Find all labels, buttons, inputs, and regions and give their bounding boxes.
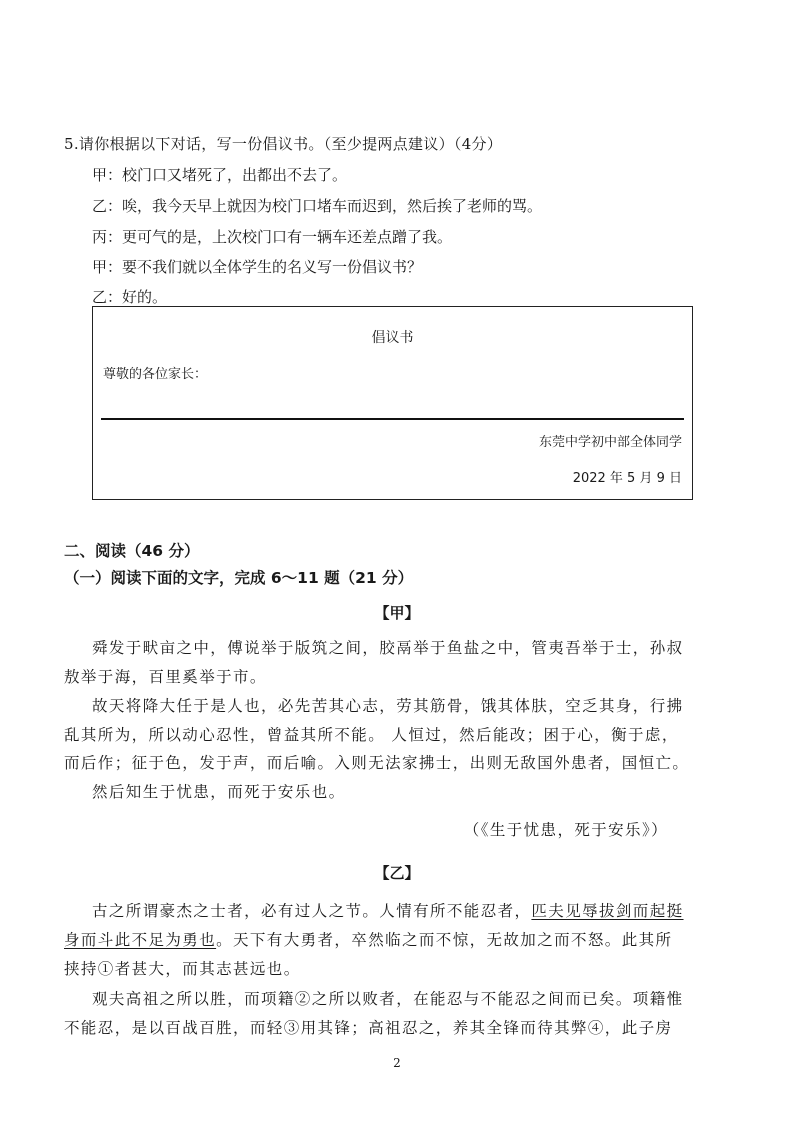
passage-line xyxy=(92,899,684,921)
dialogue-line: 甲：校门口又堵死了，出都出不去了。 xyxy=(92,166,348,184)
letter-salutation: 尊敬的各位家长： xyxy=(103,367,208,382)
passage-line: 而后作；征于色，发于声，而后喻。入则无法家拂士，出则无敌国外患者，国恒亡。 xyxy=(64,754,690,772)
passage-line: 敖举于海，百里奚举于市。 xyxy=(64,668,267,686)
proposal-letter-box xyxy=(92,306,693,500)
passage-text: 。天下有大勇者，卒然临之而不惊，无故加之而不怒。此其所 xyxy=(216,931,673,949)
passage-line: 观夫高祖之所以胜，而项籍②之所以败者，在能忍与不能忍之间而已矣。项籍惟 xyxy=(92,990,684,1008)
dialogue-line: 丙：更可气的是，上次校门口有一辆车还差点蹭了我。 xyxy=(92,228,453,246)
letter-signature: 东莞中学初中部全体同学 xyxy=(538,435,682,450)
passage-line: 不能忍，是以百战百胜，而轻③用其锋；高祖忍之，养其全锋而待其弊④，此子房 xyxy=(64,1019,673,1037)
page-number: 2 xyxy=(393,1056,401,1070)
underlined-sentence: 身而斗此不足为勇也 xyxy=(64,931,217,949)
answer-line xyxy=(101,418,684,420)
sub-section-heading: （一）阅读下面的文字，完成 6～11 题（21 分） xyxy=(64,569,414,587)
passage-line: 舜发于畎亩之中，傅说举于版筑之间，胶鬲举于鱼盐之中，管夷吾举于士，孙叔 xyxy=(92,639,684,657)
section-heading: 二、阅读（46 分） xyxy=(64,542,200,560)
passage-jia-label: 【甲】 xyxy=(374,604,420,622)
passage-line: 挟持①者甚大，而其志甚远也。 xyxy=(64,960,301,978)
dialogue-line: 乙：唉，我今天早上就因为校门口堵车而迟到，然后挨了老师的骂。 xyxy=(92,197,543,215)
underlined-sentence: 匹夫见辱拔剑而起挺 xyxy=(531,902,684,920)
passage-line xyxy=(64,928,672,950)
letter-date: 2022 年 5 月 9 日 xyxy=(572,471,682,486)
letter-title: 倡议书 xyxy=(371,330,414,346)
passage-line: 故天将降大任于是人也，必先苦其心志，劳其筋骨，饿其体肤，空乏其身，行拂 xyxy=(92,697,684,715)
passage-line: 然后知生于忧患，而死于安乐也。 xyxy=(92,783,346,801)
passage-yi-label: 【乙】 xyxy=(374,864,420,882)
dialogue-line: 乙：好的。 xyxy=(92,288,168,306)
passage-text: 古之所谓豪杰之士者，必有过人之节。人情有所不能忍者， xyxy=(92,902,532,920)
dialogue-line: 甲：要不我们就以全体学生的名义写一份倡议书？ xyxy=(92,258,423,276)
question-5-prompt: 5.请你根据以下对话，写一份倡议书。（至少提两点建议）（4分） xyxy=(64,135,503,153)
passage-line: 乱其所为，所以动心忍性，曾益其所不能。 人恒过，然后能改；困于心，衡于虑， xyxy=(64,726,679,744)
passage-source: （《生于忧患，死于安乐》） xyxy=(463,821,668,839)
